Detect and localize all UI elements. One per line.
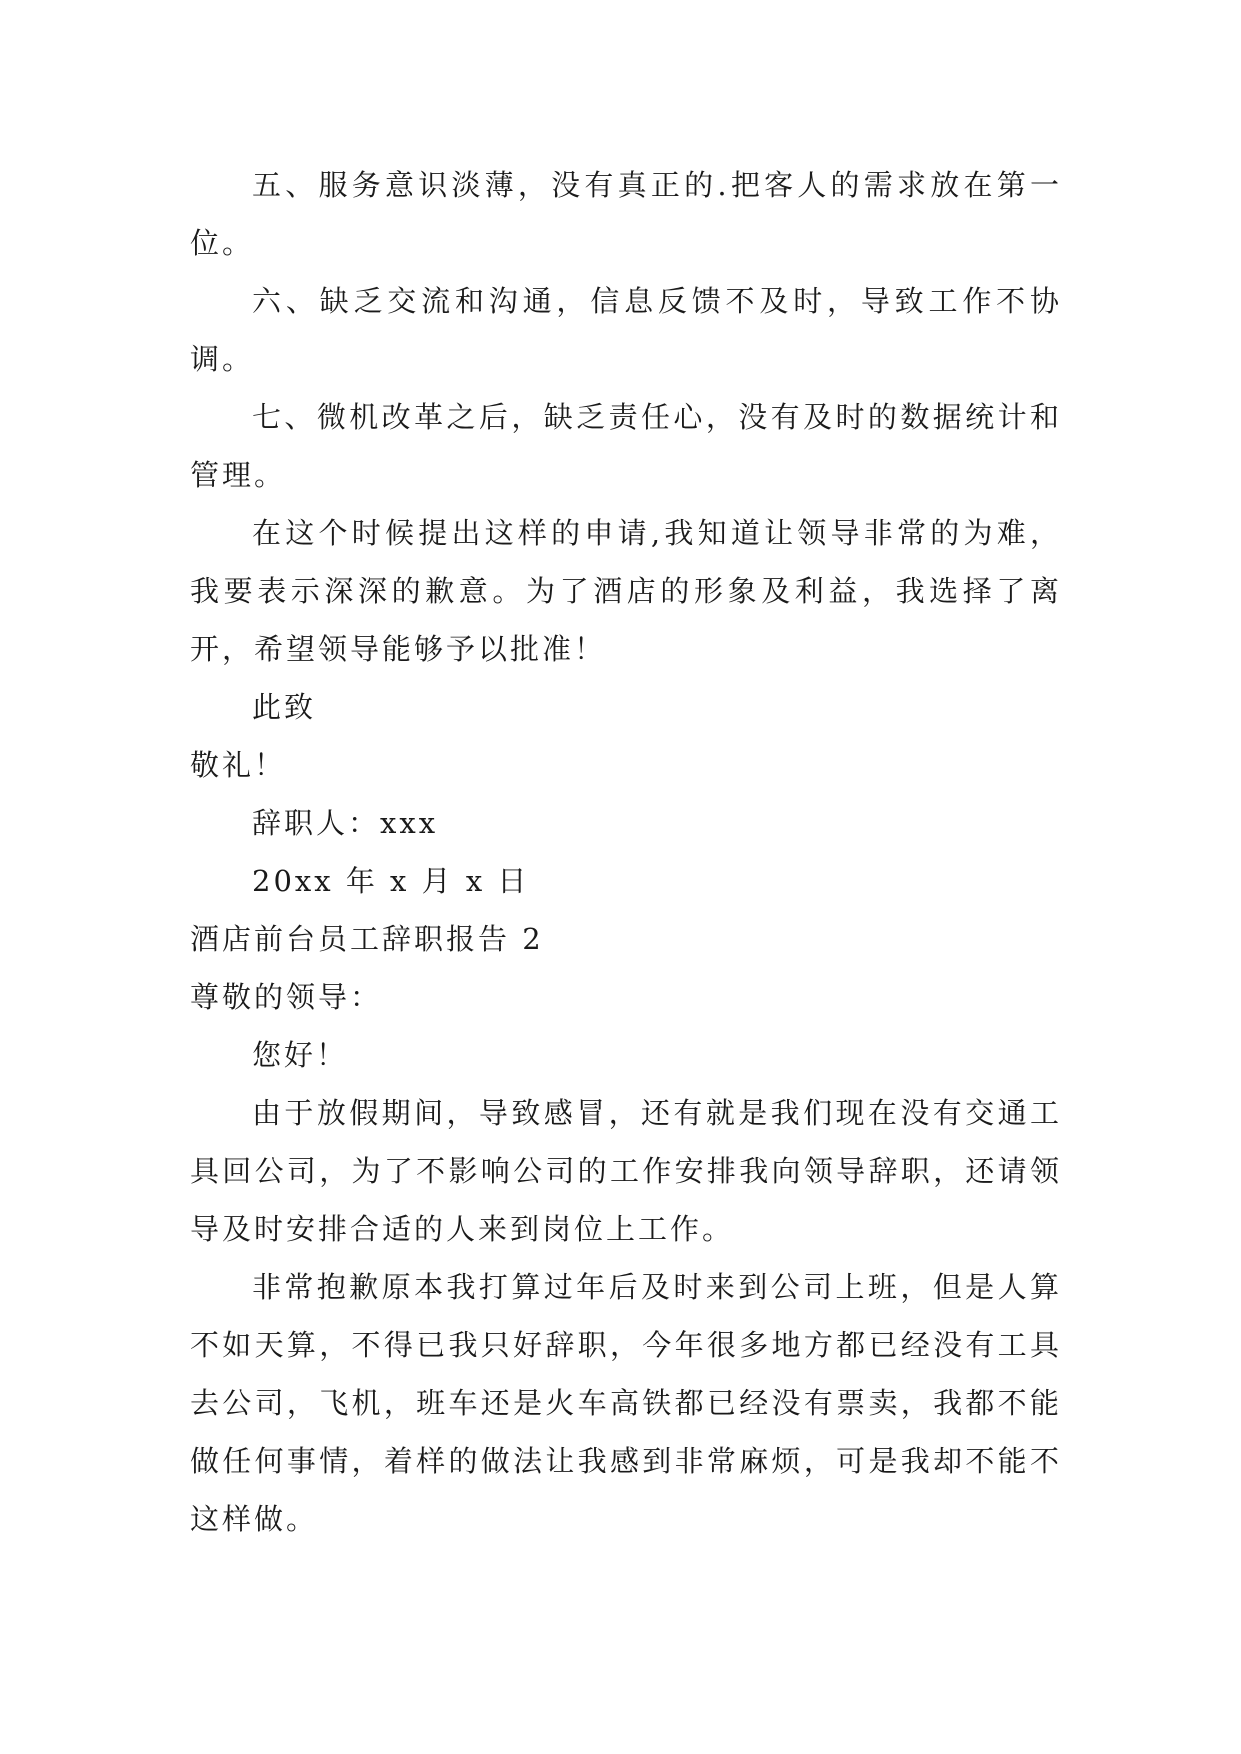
paragraph-item-seven: 七、微机改革之后，缺乏责任心，没有及时的数据统计和管理。 [190,400,1062,492]
paragraph-explanation: 非常抱歉原本我打算过年后及时来到公司上班，但是人算不如天算，不得已我只好辞职，今年很多地方都已经没有工具去公司，飞机，班车还是火车高铁都已经没有票卖，我都不能做任何事情，着样的做法让我感到非常麻烦，可是我却不能不这样做。 [190,1270,1062,1536]
closing-regards: 敬礼！ [190,748,287,782]
document-body [190,156,1062,1548]
letter-addressee: 尊敬的领导： [190,980,383,1014]
paragraph-reason: 由于放假期间，导致感冒，还有就是我们现在没有交通工具回公司，为了不影响公司的工作安排我向领导辞职，还请领导及时安排合适的人来到岗位上工作。 [190,1096,1062,1246]
paragraph-item-five: 五、服务意识淡薄，没有真正的.把客人的需求放在第一位。 [190,168,1062,260]
letter-greeting: 您好！ [252,1038,349,1072]
signature-name: 辞职人：xxx [252,806,439,840]
paragraph-item-six: 六、缺乏交流和沟通，信息反馈不及时，导致工作不协调。 [190,284,1062,376]
closing-salutation: 此致 [252,690,317,724]
signature-date: 20xx 年 x 月 x 日 [252,864,530,898]
paragraph-apology: 在这个时候提出这样的申请,我知道让领导非常的为难，我要表示深深的歉意。为了酒店的形象及利益，我选择了离开，希望领导能够予以批准！ [190,516,1062,666]
section-title: 酒店前台员工辞职报告 2 [190,922,544,956]
